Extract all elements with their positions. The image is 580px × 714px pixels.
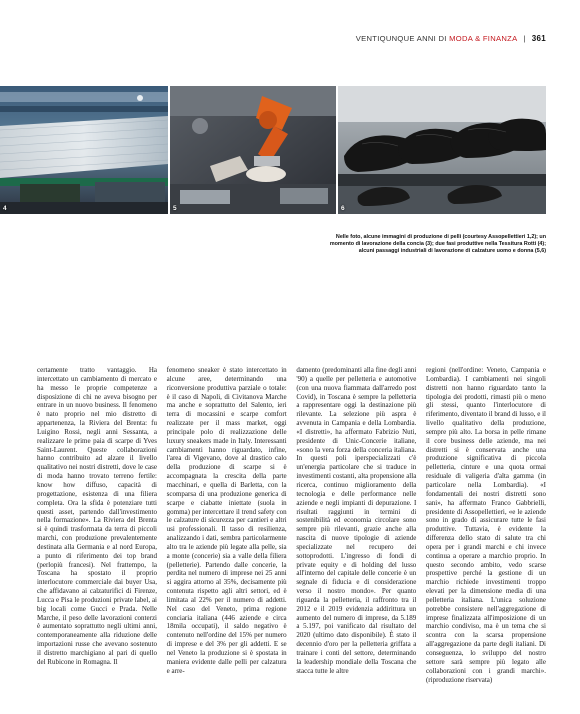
text-column-1 — [37, 366, 157, 684]
photo-caption — [318, 234, 546, 255]
photo-number: 6 — [341, 205, 345, 212]
running-header — [356, 34, 546, 43]
page-number: 361 — [531, 34, 546, 43]
section-title: VENTIQUNQUE ANNI DI — [355, 34, 447, 43]
header-divider: | — [523, 34, 526, 43]
paragraph: fenomeno sneaker è stato intercettato in alcune aree, determinando una riconversione produttiva parziale o totale: è il caso di Napoli, di Civitanova Marche ma anche e soprattutto del Salento, ieri terra di mocassini e scarpe comfort realizzate per il mass market, oggi principale polo di realizzazione delle luxury sneakers made in Italy. Interessanti cambiamenti hanno riguardato, infine, l'area di Vigevano, dove al drastico calo della produzione di scarpe si è accompagnata la crescita della parte macchinari, e quella di Barletta, con la scomparsa di una produzione generica di scarpe e ciabatte iniettate (suola in gomma) per intercettare il trend safety con le calzature di sicurezza per cantieri e altri usi professionali. Il tasso di resilienza, analizzando i dati, sembra particolarmente alto tra le aziende più legate alla pelle, sia a monte (concerie) sia a valle della filiera (pelletterie). Partendo dalle concerie, la perdita nel numero di imprese nei 25 anni si aggira attorno al 35%, decisamente più contenuta rispetto agli altri settori, ed è limitata al 22% per il numero di addetti. Nel caso del Veneto, prima regione conciaria italiana (446 aziende e circa 18mila occupati), il saldo negativo è contenuto nell'ordine del 15% per numero di imprese e del 3% per gli addetti. E se nel Veneto la produzione si è spostata in maniera evidente dalle pelli per calzatura e arre- — [166, 366, 287, 675]
paragraph: certamente tratto vantaggio. Ha intercettato un cambiamento di mercato e ha messo le proprie competenze a disposizione di chi ne aveva bisogno per entrare in un nuovo business. Il fenomeno è nato proprio nel mio distretto di appartenenza, la Riviera del Brenta: fu Luigino Rossi, negli anni Sessanta, a realizzare le prime paia di scarpe di Yves Saint-Laurent. Queste collaborazioni hanno contribuito ad alzare il livello qualitativo nei nostri distretti, dove le case di moda hanno trovato terreno fertile: know how diffuso, capacità di progettazione, esistenza di una filiera completa. Ora la sfida è potenziare tutti questi asset, partendo dall'investimento nella formazione». La Riviera del Brenta si è quindi trasformata da terra di piccoli marchi, con produzione prevalentemente destinata alla Germania e al nord Europa, a punto di riferimento dei top brand (perlopiù francesi). Nel frattempo, la Toscana ha spostato il proprio interlocutore commerciale dai buyer Usa, che affidavano ai calzaturifici di Firenze, Lucca e Pisa le produzioni private label, ai big locali come Gucci e Prada. Nelle Marche, il peso delle lavorazioni conterzi è aumentato soprattutto negli ultimi anni, contemporaneamente alla riduzione delle importazioni russe che avevano sostenuto il distretto marchigiano al pari di quello del Rubicone in Romagna. Il — [37, 366, 157, 666]
text-column-2 — [167, 366, 287, 684]
text-column-4 — [426, 366, 546, 684]
caption-text: Nelle foto, alcune immagini di produzione di pelli (courtesy Assopellettieri 1,2); un momento di lavorazione della concia (3); due fasi produttive nella Tessitura Rotti (4); alcuni passaggi industriali di lavorazione di calzature uomo e donna (5,6) — [329, 234, 546, 254]
paragraph: regioni (nell'ordine: Veneto, Campania e Lombardia). I cambiamenti nei singoli distretti non hanno riguardato tanto la tipologia dei prodotti, rimasti più o meno gli stessi, quanto l'interlocutore di riferimento, diventato il brand di lusso, e il livello qualitativo della produzione, sempre più alto. La borsa in pelle rimane il core business delle aziende, ma nei distretti si è conservata anche una produzione significativa di piccola pelletteria, cinture e una quota ormai residuale di valigeria d'alta gamma (in particolare nella Lombardia). «I fondamentali dei nostri distretti sono sani», ha affermato Franco Gabbrielli, presidente di Assopellettieri, «e le aziende sono in grado di assicurare tutte le fasi produttive. Tuttavia, è evidente la differenza dello stato di salute tra chi opera per i grandi marchi e chi invece continua a operare a marchio proprio. In questo secondo ambito, vedo scarse prospettive perché la gestione di un marchio richiede investimenti troppo elevati per la dimensione media di una pelletteria italiana. L'unica soluzione potrebbe consistere nell'aggregazione di imprese finalizzata all'imposizione di un marchio condiviso, ma è un tema che si scontra con la scarsa propensione all'aggregazione da parte degli italiani. Di conseguenza, lo sviluppo del nostro settore sarà sempre più legato alle collaborazioni con i grandi marchi». (riproduzione riservata) — [425, 366, 546, 684]
robot-arm-shoe-photo — [170, 86, 336, 214]
section-title-accent: MODA & FINANZA — [449, 34, 518, 43]
shoes-on-line-photo — [338, 86, 546, 214]
weaving-loom-photo — [0, 86, 168, 214]
photo-strip — [0, 86, 546, 214]
paragraph: damento (predominanti alla fine degli anni '90) a quelle per pelletteria e automotive (con una nuova fiammata dall'arredo post Covid), in Toscana è sempre la pelletteria a rappresentare oggi la destinazione più rilevante. La selezione più aspra è avvenuta in Campania e della Lombardia. «I distretti», ha affermato Fabrizio Nuti, presidente di Unic-Concerie italiane, «sono la vera forza della conceria italiana. In questi poli iperspecializzati c'è un'energia particolare che si traduce in investimenti costanti, alta propensione alla ricerca, continuo miglioramento della tecnologia e delle performance nelle aziende e negli impianti di depurazione. I risultati raggiunti in termini di sostenibilità ed economia circolare sono sempre più rilevanti, grazie anche alla nascita di nuove tipologie di aziende specializzate nel recupero dei sottoprodotti. L'ingresso di fondi di private equity e di holding del lusso all'interno del capitale delle concerie è un segnale di fiducia e di considerazione verso il nostro mondo». Per quanto riguarda la pelletteria, il raffronto tra il 2012 e il 2019 evidenzia addirittura un aumento del numero di imprese, da 5.189 a 5.197, poi vanificato dal risultato del 2020 (ultimo dato disponibile). È stato il decennio d'oro per la pelletteria griffata a trainare i conti del settore, determinando la leadership mondiale della Toscana che stacca tutte le altre — [296, 366, 417, 675]
photo-number: 5 — [173, 205, 177, 212]
text-column-3 — [296, 366, 416, 684]
article-body — [37, 366, 546, 684]
photo-number: 4 — [3, 205, 7, 212]
